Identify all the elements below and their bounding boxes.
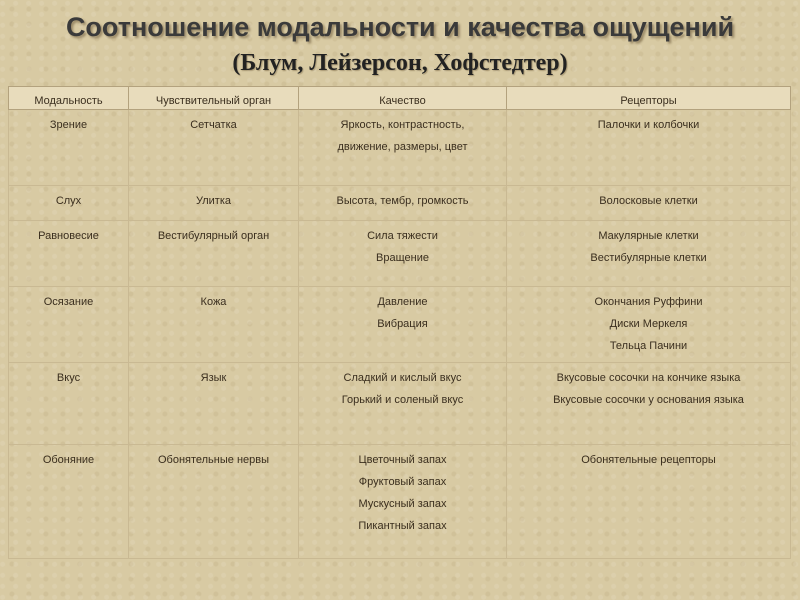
cell-modality: Равновесие xyxy=(9,221,129,287)
cell-receptors-line: Тельца Пачини xyxy=(609,340,688,352)
cell-receptors xyxy=(507,363,791,445)
modality-table xyxy=(8,86,791,559)
header-receptors: Рецепторы xyxy=(507,87,791,110)
cell-receptors-line: Макулярные клетки xyxy=(598,230,699,242)
cell-quality-line: движение, размеры, цвет xyxy=(337,141,468,153)
cell-modality: Вкус xyxy=(9,363,129,445)
cell-receptors xyxy=(507,186,791,221)
cell-quality-line: Вращение xyxy=(376,252,429,264)
page-title: Соотношение модальности и качества ощущений xyxy=(65,12,735,42)
table-row xyxy=(9,287,791,363)
cell-modality: Слух xyxy=(9,186,129,221)
cell-receptors-line: Палочки и колбочки xyxy=(597,119,700,131)
header-quality: Качество xyxy=(299,87,507,110)
cell-quality xyxy=(299,287,507,363)
cell-quality xyxy=(299,221,507,287)
table-header-row xyxy=(9,87,791,110)
cell-receptors-line: Волосковые клетки xyxy=(599,195,698,207)
cell-receptors-line: Вкусовые сосочки на кончике языка xyxy=(556,372,741,384)
cell-receptors xyxy=(507,221,791,287)
cell-quality-line: Мускусный запах xyxy=(358,498,447,510)
cell-modality: Зрение xyxy=(9,110,129,186)
cell-quality-line: Цветочный запах xyxy=(358,454,447,466)
cell-quality xyxy=(299,363,507,445)
cell-receptors xyxy=(507,445,791,559)
cell-quality xyxy=(299,186,507,221)
cell-organ: Обонятельные нервы xyxy=(129,445,299,559)
cell-modality: Осязание xyxy=(9,287,129,363)
cell-organ: Сетчатка xyxy=(129,110,299,186)
cell-quality-line: Пикантный запах xyxy=(358,520,447,532)
cell-modality: Обоняние xyxy=(9,445,129,559)
cell-quality-line: Сладкий и кислый вкус xyxy=(343,372,462,384)
page-subtitle: (Блум, Лейзерсон, Хофстедтер) xyxy=(232,50,568,76)
cell-receptors-line: Окончания Руффини xyxy=(594,296,703,308)
cell-quality xyxy=(299,445,507,559)
cell-organ: Вестибулярный орган xyxy=(129,221,299,287)
table-row xyxy=(9,363,791,445)
cell-receptors-line: Вестибулярные клетки xyxy=(590,252,707,264)
table-row xyxy=(9,110,791,186)
cell-organ: Улитка xyxy=(129,186,299,221)
cell-receptors xyxy=(507,110,791,186)
cell-organ: Кожа xyxy=(129,287,299,363)
cell-receptors-line: Вкусовые сосочки у основания языка xyxy=(553,394,744,406)
cell-organ: Язык xyxy=(129,363,299,445)
cell-quality-line: Горький и соленый вкус xyxy=(341,394,464,406)
cell-quality-line: Высота, тембр, громкость xyxy=(336,195,469,207)
cell-quality xyxy=(299,110,507,186)
header-modality: Модальность xyxy=(9,87,129,110)
table-row xyxy=(9,186,791,221)
cell-quality-line: Фруктовый запах xyxy=(358,476,447,488)
table-row xyxy=(9,221,791,287)
cell-quality-line: Вибрация xyxy=(377,318,428,330)
table-row xyxy=(9,445,791,559)
header-organ: Чувствительный орган xyxy=(129,87,299,110)
cell-quality-line: Сила тяжести xyxy=(367,230,438,242)
cell-receptors xyxy=(507,287,791,363)
cell-receptors-line: Диски Меркеля xyxy=(609,318,688,330)
cell-quality-line: Яркость, контрастность, xyxy=(340,119,465,131)
cell-quality-line: Давление xyxy=(377,296,428,308)
title-block xyxy=(0,8,800,78)
cell-receptors-line: Обонятельные рецепторы xyxy=(581,454,716,466)
